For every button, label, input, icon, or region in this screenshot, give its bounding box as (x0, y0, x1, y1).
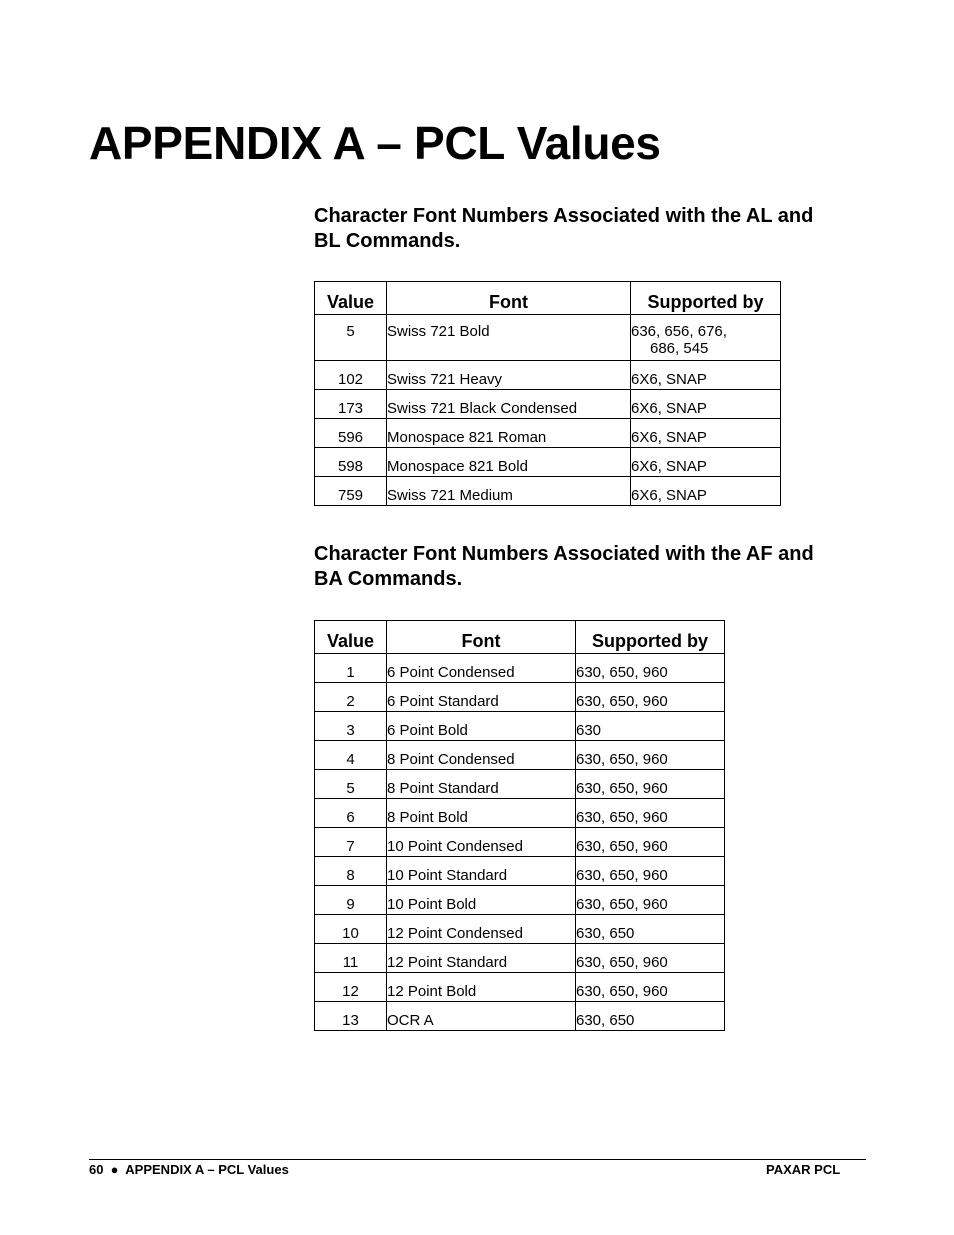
cell-supported-by: 630, 650, 960 (576, 770, 725, 799)
section-heading-af-ba (314, 542, 874, 592)
table-row (315, 770, 725, 799)
cell-supported-by: 630, 650, 960 (576, 683, 725, 712)
cell-supported-by: 630, 650, 960 (576, 944, 725, 973)
supported-line: 686, 545 (650, 340, 709, 357)
cell-font: 10 Point Bold (387, 886, 576, 915)
section-heading-al-bl (314, 204, 874, 254)
cell-value: 9 (315, 886, 387, 915)
table-row (315, 944, 725, 973)
cell-supported-by: 630, 650, 960 (576, 973, 725, 1002)
table-row (315, 419, 781, 448)
cell-supported-by: 6X6, SNAP (631, 448, 781, 477)
cell-value: 11 (315, 944, 387, 973)
cell-supported-by: 6X6, SNAP (631, 390, 781, 419)
cell-font: Swiss 721 Black Condensed (387, 390, 631, 419)
header-supported-by: Supported by (631, 282, 781, 315)
table-row (315, 828, 725, 857)
al-bl-font-table (314, 281, 781, 506)
cell-supported-by: 630, 650, 960 (576, 857, 725, 886)
table-header-row (315, 282, 781, 315)
cell-font: 8 Point Condensed (387, 741, 576, 770)
table-row (315, 973, 725, 1002)
af-ba-font-table (314, 620, 725, 1031)
cell-font: 10 Point Condensed (387, 828, 576, 857)
table-row (315, 315, 781, 361)
cell-font: 10 Point Standard (387, 857, 576, 886)
cell-supported-by: 630, 650, 960 (576, 886, 725, 915)
cell-supported-by: 6X6, SNAP (631, 477, 781, 506)
cell-value: 759 (315, 477, 387, 506)
cell-font: 12 Point Bold (387, 973, 576, 1002)
cell-supported-by: 630, 650 (576, 915, 725, 944)
cell-font: 6 Point Bold (387, 712, 576, 741)
cell-value: 3 (315, 712, 387, 741)
cell-value: 6 (315, 799, 387, 828)
cell-value: 102 (315, 361, 387, 390)
cell-supported-by: 630, 650, 960 (576, 654, 725, 683)
cell-font: OCR A (387, 1002, 576, 1031)
page-title: APPENDIX A – PCL Values (89, 117, 661, 169)
cell-font: Monospace 821 Roman (387, 419, 631, 448)
table-row (315, 448, 781, 477)
cell-supported-by: 6X6, SNAP (631, 419, 781, 448)
footer-page-label: 60 ● APPENDIX A – PCL Values (89, 1162, 289, 1177)
table-row (315, 857, 725, 886)
header-font: Font (387, 282, 631, 315)
cell-font: Swiss 721 Heavy (387, 361, 631, 390)
cell-value: 4 (315, 741, 387, 770)
section-heading-line: Character Font Numbers Associated with the AF and (314, 543, 814, 565)
header-supported-by: Supported by (576, 621, 725, 654)
header-font: Font (387, 621, 576, 654)
cell-font: 6 Point Standard (387, 683, 576, 712)
cell-supported-by: 630, 650, 960 (576, 828, 725, 857)
cell-value: 10 (315, 915, 387, 944)
footer-product-label: PAXAR PCL (766, 1162, 841, 1177)
cell-supported-by: 6X6, SNAP (631, 361, 781, 390)
section-heading-line: BA Commands. (314, 568, 463, 590)
cell-supported-by: 630, 650, 960 (576, 799, 725, 828)
table-row (315, 799, 725, 828)
table-row (315, 361, 781, 390)
supported-line: 636, 656, 676, (631, 323, 727, 340)
cell-value: 13 (315, 1002, 387, 1031)
footer-divider (89, 1159, 866, 1160)
cell-font: 8 Point Standard (387, 770, 576, 799)
cell-value: 2 (315, 683, 387, 712)
cell-value: 8 (315, 857, 387, 886)
cell-supported-by: 630 (576, 712, 725, 741)
table-row (315, 712, 725, 741)
table-row (315, 1002, 725, 1031)
table-row (315, 683, 725, 712)
cell-supported-by (631, 315, 781, 361)
table-row (315, 390, 781, 419)
cell-font: 12 Point Standard (387, 944, 576, 973)
cell-value: 596 (315, 419, 387, 448)
cell-font: Monospace 821 Bold (387, 448, 631, 477)
cell-supported-by: 630, 650, 960 (576, 741, 725, 770)
section-heading-line: BL Commands. (314, 230, 461, 252)
cell-value: 5 (315, 770, 387, 799)
cell-value: 12 (315, 973, 387, 1002)
cell-value: 5 (315, 315, 387, 361)
section-heading-line: Character Font Numbers Associated with the AL and (314, 205, 814, 227)
cell-value: 7 (315, 828, 387, 857)
cell-value: 598 (315, 448, 387, 477)
cell-font: Swiss 721 Medium (387, 477, 631, 506)
table-row (315, 477, 781, 506)
cell-font: Swiss 721 Bold (387, 315, 631, 361)
cell-value: 1 (315, 654, 387, 683)
table-row (315, 886, 725, 915)
table-row (315, 654, 725, 683)
cell-value: 173 (315, 390, 387, 419)
cell-font: 12 Point Condensed (387, 915, 576, 944)
cell-font: 6 Point Condensed (387, 654, 576, 683)
cell-supported-by: 630, 650 (576, 1002, 725, 1031)
table-row (315, 741, 725, 770)
table-header-row (315, 621, 725, 654)
cell-font: 8 Point Bold (387, 799, 576, 828)
table-row (315, 915, 725, 944)
header-value: Value (315, 282, 387, 315)
header-value: Value (315, 621, 387, 654)
